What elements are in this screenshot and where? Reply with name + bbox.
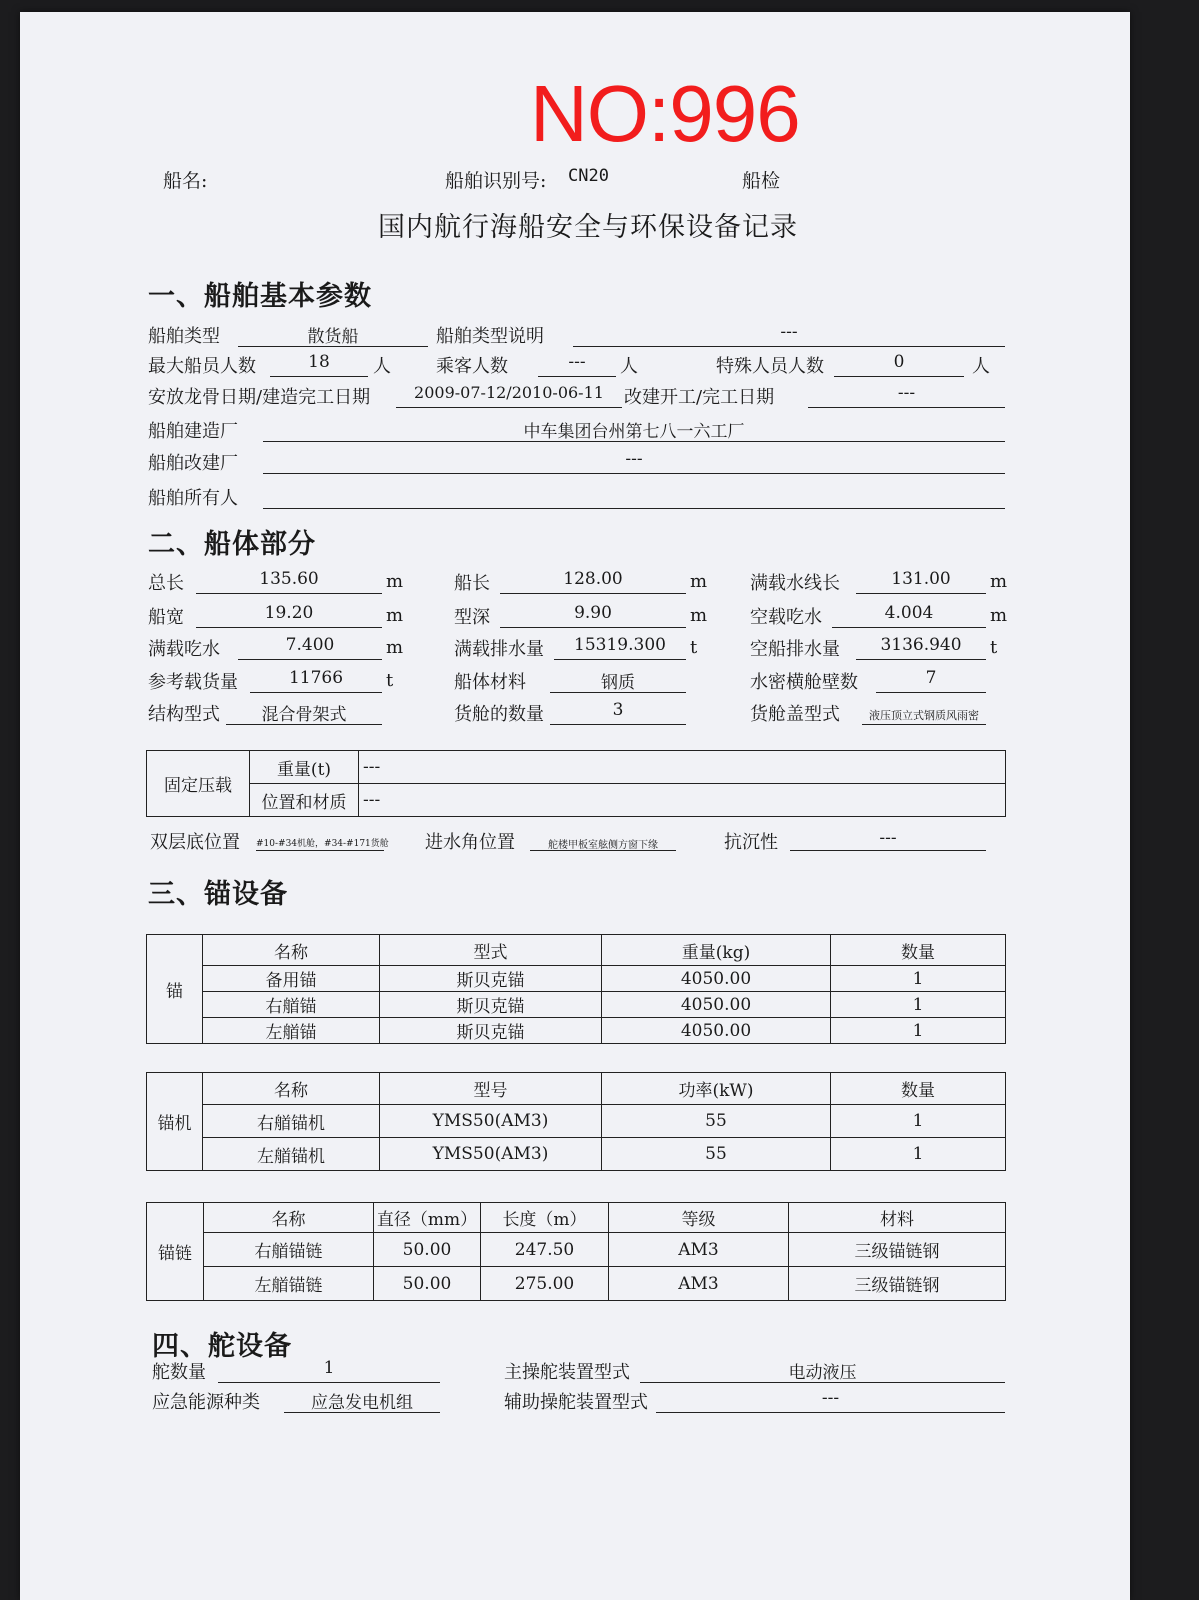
depth-label: 型深: [454, 607, 490, 628]
underline: [554, 659, 686, 660]
table-row: [147, 1267, 1006, 1301]
hatch-label: 货舱盖型式: [750, 704, 840, 725]
table-header: 材料: [789, 1203, 1006, 1233]
underline: [856, 593, 986, 594]
underline: [834, 376, 964, 377]
table-cell: 斯贝克锚: [380, 992, 602, 1018]
ship-type-desc-label: 船舶类型说明: [436, 326, 544, 347]
underline: [550, 692, 686, 693]
table-cell: 4050.00: [602, 992, 831, 1018]
holds-label: 货舱的数量: [454, 704, 544, 725]
table-header: 数量: [831, 935, 1006, 966]
lbp-value: 128.00: [563, 569, 623, 589]
underline: [500, 627, 686, 628]
windlass-group-label: 锚机: [147, 1073, 203, 1171]
table-cell: 斯贝克锚: [380, 1018, 602, 1044]
max-crew-value: 18: [308, 352, 330, 372]
ballast-position-value: ---: [359, 784, 1006, 817]
fixed-ballast-table: [146, 750, 1006, 817]
section4-heading: 四、舵设备: [152, 1331, 292, 1362]
table-header: 长度（m）: [481, 1203, 609, 1233]
ship-id-label: 船舶识别号:: [445, 170, 547, 192]
table-cell: AM3: [609, 1233, 789, 1267]
table-cell: 50.00: [374, 1233, 481, 1267]
table-row: [147, 1018, 1006, 1044]
light-draft-label: 空载吃水: [750, 607, 822, 628]
flood-angle-value: 舵楼甲板室舷侧方窗下缘: [548, 840, 658, 851]
section2-heading: 二、船体部分: [148, 529, 316, 560]
underline: [530, 850, 676, 851]
underline: [550, 724, 686, 725]
underline: [263, 473, 1005, 474]
table-header: 名称: [203, 1073, 380, 1105]
depth-value: 9.90: [574, 603, 612, 623]
table-row: [147, 1105, 1006, 1138]
lwl-label: 满载水线长: [750, 573, 840, 594]
ref-cargo-label: 参考载货量: [148, 672, 238, 693]
table-cell: YMS50(AM3): [380, 1105, 602, 1138]
unit-m: m: [990, 571, 1008, 592]
light-disp-value: 3136.940: [880, 635, 962, 655]
ref-cargo-value: 11766: [288, 668, 344, 688]
main-steering-label: 主操舵装置型式: [504, 1362, 630, 1383]
table-cell: 50.00: [374, 1267, 481, 1301]
table-cell: 55: [602, 1105, 831, 1138]
document-page: [20, 12, 1130, 1600]
table-cell: 三级锚链钢: [789, 1267, 1006, 1301]
table-header: 重量(kg): [602, 935, 831, 966]
lwl-value: 131.00: [891, 569, 951, 589]
number-stamp: NO:996: [530, 69, 800, 158]
underline: [808, 407, 1005, 408]
underline: [238, 659, 382, 660]
conversion-value: ---: [897, 383, 916, 403]
table-cell: 55: [602, 1138, 831, 1171]
table-header: 功率(kW): [602, 1073, 831, 1105]
underline: [263, 441, 1005, 442]
underline: [862, 724, 986, 725]
chain-group-label: 锚链: [147, 1203, 204, 1301]
rudder-count-value: 1: [323, 1358, 335, 1378]
anchor-chain-table: [146, 1202, 1006, 1301]
table-cell: 4050.00: [602, 1018, 831, 1044]
underline: [250, 692, 382, 693]
aux-steering-value: ---: [821, 1388, 840, 1408]
underline: [226, 724, 382, 725]
ballast-weight-value: ---: [359, 751, 1006, 784]
conversion-label: 改建开工/完工日期: [624, 387, 775, 408]
unit-t: t: [386, 670, 394, 691]
underline: [856, 659, 986, 660]
double-bottom-label: 双层底位置: [150, 832, 240, 853]
ship-name-label: 船名:: [163, 170, 208, 192]
structure-label: 结构型式: [148, 704, 220, 725]
person-unit: 人: [620, 356, 638, 377]
light-disp-label: 空船排水量: [750, 639, 840, 660]
table-cell: 右艏锚链: [204, 1233, 374, 1267]
table-row: [147, 992, 1006, 1018]
hull-material-value: 钢质: [601, 673, 635, 693]
person-unit: 人: [373, 356, 391, 377]
full-draft-value: 7.400: [285, 635, 335, 655]
builder-value: 中车集团台州第七八一六工厂: [523, 422, 745, 442]
loa-value: 135.60: [259, 569, 319, 589]
underline: [573, 346, 1005, 347]
table-cell: 4050.00: [602, 966, 831, 992]
table-cell: 右艏锚: [203, 992, 380, 1018]
underline: [263, 508, 1005, 509]
underline: [876, 692, 986, 693]
special-value: 0: [893, 352, 905, 372]
converter-value: ---: [625, 449, 643, 469]
table-header: 名称: [203, 935, 380, 966]
unsinkability-label: 抗沉性: [724, 832, 778, 853]
underline: [218, 1382, 440, 1383]
aux-steering-label: 辅助操舵装置型式: [504, 1392, 648, 1413]
main-steering-value: 电动液压: [788, 1363, 857, 1383]
table-row: [147, 966, 1006, 992]
full-disp-value: 15319.300: [574, 635, 666, 655]
underline: [500, 593, 686, 594]
underline: [640, 1382, 1005, 1383]
ballast-position-label: 位置和材质: [250, 784, 359, 817]
breadth-value: 19.20: [264, 603, 314, 623]
max-crew-label: 最大船员人数: [148, 356, 256, 377]
table-header: 直径（mm）: [374, 1203, 481, 1233]
unit-m: m: [690, 571, 708, 592]
table-cell: 备用锚: [203, 966, 380, 992]
section1-heading: 一、船舶基本参数: [148, 281, 372, 312]
unsinkability-value: ---: [879, 828, 897, 848]
page-title: 国内航行海船安全与环保设备记录: [378, 212, 798, 243]
unit-t: t: [990, 637, 998, 658]
ship-id-value: CN20: [568, 166, 609, 186]
underline: [538, 376, 616, 377]
table-row: [147, 1138, 1006, 1171]
table-cell: 左艏锚: [203, 1018, 380, 1044]
converter-label: 船舶改建厂: [148, 453, 238, 474]
underline: [284, 1412, 440, 1413]
underline: [196, 593, 382, 594]
loa-label: 总长: [148, 573, 184, 594]
unit-m: m: [690, 605, 708, 626]
double-bottom-value: #10-#34机舱，#34-#171货舱: [256, 839, 389, 849]
table-row: [147, 1233, 1006, 1267]
light-draft-value: 4.004: [884, 603, 934, 623]
table-cell: 三级锚链钢: [789, 1233, 1006, 1267]
table-header: 数量: [831, 1073, 1006, 1105]
owner-label: 船舶所有人: [148, 488, 238, 509]
table-header: 名称: [204, 1203, 374, 1233]
bulkheads-label: 水密横舱壁数: [750, 672, 858, 693]
ship-type-desc-value: ---: [780, 322, 798, 342]
table-cell: 1: [831, 992, 1006, 1018]
underline: [396, 407, 622, 408]
table-cell: 左艏锚链: [204, 1267, 374, 1301]
table-cell: 1: [831, 966, 1006, 992]
ship-type-value: 散货船: [307, 327, 359, 347]
anchor-table: [146, 934, 1006, 1044]
ballast-label: 固定压载: [147, 751, 250, 817]
bulkheads-value: 7: [925, 668, 937, 688]
ship-type-label: 船舶类型: [148, 326, 220, 347]
hatch-value: 液压顶立式钢质风雨密: [869, 709, 979, 722]
table-cell: 1: [831, 1018, 1006, 1044]
windlass-table: [146, 1072, 1006, 1171]
table-header: 型号: [380, 1073, 602, 1105]
table-cell: 1: [831, 1138, 1006, 1171]
unit-m: m: [990, 605, 1008, 626]
underline: [270, 376, 368, 377]
inspection-label: 船检: [742, 170, 781, 192]
emergency-power-label: 应急能源种类: [152, 1392, 260, 1413]
ballast-weight-label: 重量(t): [250, 751, 359, 784]
breadth-label: 船宽: [148, 607, 184, 628]
unit-t: t: [690, 637, 698, 658]
table-cell: 左艏锚机: [203, 1138, 380, 1171]
holds-value: 3: [612, 700, 624, 720]
table-cell: 右艏锚机: [203, 1105, 380, 1138]
rudder-count-label: 舵数量: [152, 1362, 206, 1383]
full-disp-label: 满载排水量: [454, 639, 544, 660]
underline: [790, 850, 986, 851]
structure-value: 混合骨架式: [261, 705, 347, 725]
underline: [238, 346, 428, 347]
table-header: 等级: [609, 1203, 789, 1233]
underline: [656, 1412, 1005, 1413]
table-header: 型式: [380, 935, 602, 966]
anchor-group-label: 锚: [147, 935, 203, 1044]
emergency-power-value: 应急发电机组: [311, 1393, 413, 1413]
table-cell: 247.50: [481, 1233, 609, 1267]
person-unit: 人: [972, 356, 990, 377]
table-cell: 斯贝克锚: [380, 966, 602, 992]
builder-label: 船舶建造厂: [148, 421, 238, 442]
full-draft-label: 满载吃水: [148, 639, 220, 660]
section3-heading: 三、锚设备: [148, 879, 288, 910]
passengers-label: 乘客人数: [436, 356, 508, 377]
table-cell: YMS50(AM3): [380, 1138, 602, 1171]
table-cell: AM3: [609, 1267, 789, 1301]
passengers-value: ---: [568, 352, 586, 372]
keel-date-value: 2009-07-12/2010-06-11: [414, 383, 604, 402]
unit-m: m: [386, 605, 404, 626]
underline: [256, 850, 384, 851]
flood-angle-label: 进水角位置: [425, 832, 515, 853]
keel-date-label: 安放龙骨日期/建造完工日期: [148, 387, 371, 408]
unit-m: m: [386, 571, 404, 592]
hull-material-label: 船体材料: [454, 672, 526, 693]
table-cell: 1: [831, 1105, 1006, 1138]
table-cell: 275.00: [481, 1267, 609, 1301]
lbp-label: 船长: [454, 573, 490, 594]
underline: [832, 627, 986, 628]
underline: [196, 627, 382, 628]
special-label: 特殊人员人数: [716, 356, 824, 377]
unit-m: m: [386, 637, 404, 658]
